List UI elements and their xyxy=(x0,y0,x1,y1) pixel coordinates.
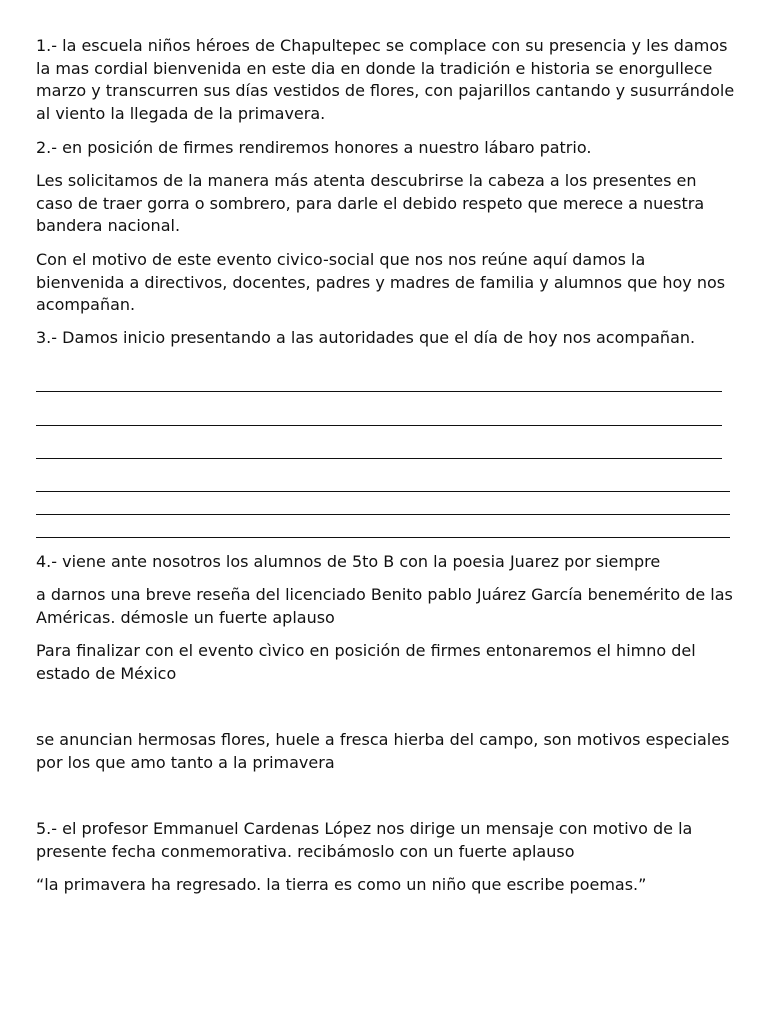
paragraph-teacher-message: 5.- el profesor Emmanuel Cardenas López nos dirige un mensaje con motivo de la presente fecha conmemorativa. recibámoslo con un fuerte aplauso xyxy=(36,819,693,861)
paragraph-students-poem: 4.- viene ante nosotros los alumnos de 5to B con la poesia Juarez por siempre xyxy=(36,552,661,571)
paragraph-juarez-review: a darnos una breve reseña del licenciado Benito pablo Juárez García benemérito de las Américas. démosle un fuerte aplauso xyxy=(36,585,733,627)
paragraph-remove-hats: Les solicitamos de la manera más atenta descubrirse la cabeza a los presentes en caso de traer gorra o sombrero, para darle el debido respeto que merece a nuestra bandera nacional. xyxy=(36,171,705,235)
blank-line-2 xyxy=(36,425,722,426)
paragraph-honors-flag: 2.- en posición de firmes rendiremos honores a nuestro lábaro patrio. xyxy=(36,138,592,157)
paragraph-spring-flowers: se anuncian hermosas flores, huele a fresca hierba del campo, son motivos especiales por los que amo tanto a la primavera xyxy=(36,730,730,772)
paragraph-spring-quote: “la primavera ha regresado. la tierra es como un niño que escribe poemas.” xyxy=(36,875,647,894)
blank-line-6 xyxy=(36,537,730,538)
paragraph-welcome-attendees: Con el motivo de este evento civico-social que nos nos reúne aquí damos la bienvenida a directivos, docentes, padres y madres de familia y alumnos que hoy nos acompañan. xyxy=(36,250,726,314)
blank-line-4 xyxy=(36,491,730,492)
paragraph-welcome: 1.- la escuela niños héroes de Chapultepec se complace con su presencia y les damos la mas cordial bienvenida en este dia en donde la tradición e historia se enorgullece marzo y transcurren sus días vestidos de flores, con pajarillos cantando y susurrándole al viento la llegada de la primavera. xyxy=(36,36,735,123)
paragraph-authorities: 3.- Damos inicio presentando a las autoridades que el día de hoy nos acompañan. xyxy=(36,328,696,347)
blank-line-1 xyxy=(36,391,722,392)
paragraph-state-anthem: Para finalizar con el evento cìvico en posición de firmes entonaremos el himno del estado de México xyxy=(36,641,696,683)
blank-line-5 xyxy=(36,514,730,515)
blank-line-3 xyxy=(36,458,722,459)
